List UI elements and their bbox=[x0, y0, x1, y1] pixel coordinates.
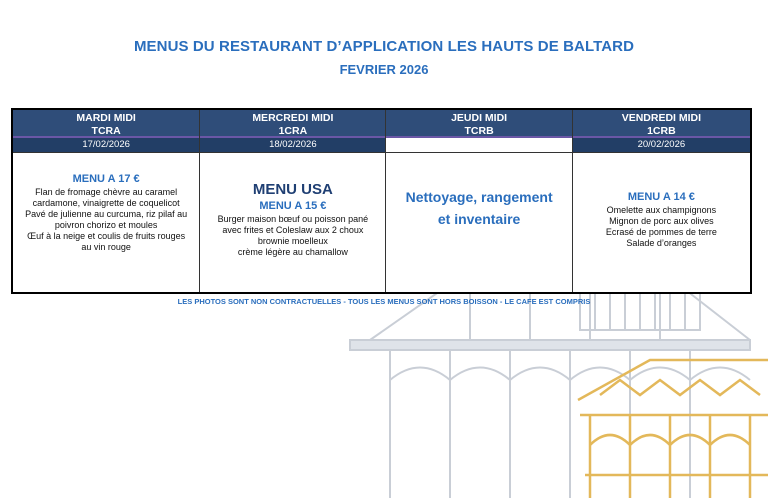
menu-price: MENU A 17 € bbox=[72, 173, 140, 185]
menu-item: au vin rouge bbox=[81, 242, 131, 252]
menu-price: MENU A 14 € bbox=[627, 191, 695, 203]
class-code: TCRA bbox=[91, 124, 121, 137]
menu-body bbox=[200, 153, 385, 292]
day-column-friday bbox=[573, 110, 750, 292]
day-header bbox=[200, 110, 385, 138]
menu-item: Ecrasé de pommes de terre bbox=[605, 227, 717, 237]
day-header bbox=[573, 110, 750, 138]
menu-item: Mignon de porc aux olives bbox=[609, 216, 714, 226]
menu-body bbox=[573, 153, 750, 292]
menu-item: Burger maison bœuf ou poisson pané bbox=[217, 214, 369, 224]
menu-body bbox=[386, 153, 571, 292]
day-date: 17/02/2026 bbox=[13, 138, 199, 153]
class-code: 1CRB bbox=[647, 124, 676, 137]
class-code: 1CRA bbox=[278, 124, 308, 137]
day-date: 18/02/2026 bbox=[200, 138, 385, 153]
page-title: MENUS DU RESTAURANT D’APPLICATION LES HAUTS DE BALTARD bbox=[133, 38, 635, 55]
menu-item: poivron chorizo et moules bbox=[54, 220, 158, 230]
closure-note: Nettoyage, rangement bbox=[405, 188, 553, 205]
menu-item: crème légère au chamallow bbox=[237, 247, 348, 257]
day-date: 20/02/2026 bbox=[573, 138, 750, 153]
day-name: MARDI MIDI bbox=[76, 112, 136, 124]
day-name: JEUDI MIDI bbox=[451, 112, 508, 124]
menu-item: avec frites et Coleslaw aux 2 choux bbox=[222, 225, 364, 235]
menu-item: cardamone, vinaigrette de coquelicot bbox=[32, 198, 180, 208]
menu-item: Flan de fromage chèvre au caramel bbox=[35, 187, 178, 197]
menu-price: MENU A 15 € bbox=[259, 200, 327, 212]
menu-item: Salade d’oranges bbox=[626, 238, 697, 248]
day-column-tuesday bbox=[13, 110, 200, 292]
menu-item: Omelette aux champignons bbox=[606, 205, 717, 215]
footer-note: LES PHOTOS SONT NON CONTRACTUELLES - TOUS LES MENUS SONT HORS BOISSON - LE CAFE EST COMPRIS bbox=[177, 297, 591, 306]
day-column-wednesday bbox=[200, 110, 386, 292]
menu-item: Œuf à la neige et coulis de fruits rouges bbox=[27, 231, 186, 241]
menu-item: brownie moelleux bbox=[257, 236, 328, 246]
day-column-thursday bbox=[386, 110, 572, 292]
page-subtitle: FEVRIER 2026 bbox=[339, 62, 429, 77]
class-code: TCRB bbox=[464, 124, 494, 137]
closure-note: et inventaire bbox=[437, 210, 521, 227]
menu-item: Pavé de julienne au curcuma, riz pilaf au bbox=[25, 209, 188, 219]
menu-table bbox=[11, 108, 752, 294]
day-name: MERCREDI MIDI bbox=[252, 112, 334, 124]
menu-body bbox=[13, 153, 199, 292]
day-date bbox=[386, 138, 571, 153]
day-header bbox=[13, 110, 199, 138]
day-header bbox=[386, 110, 571, 138]
day-name: VENDREDI MIDI bbox=[621, 112, 702, 124]
menu-theme: MENU USA bbox=[252, 181, 333, 198]
